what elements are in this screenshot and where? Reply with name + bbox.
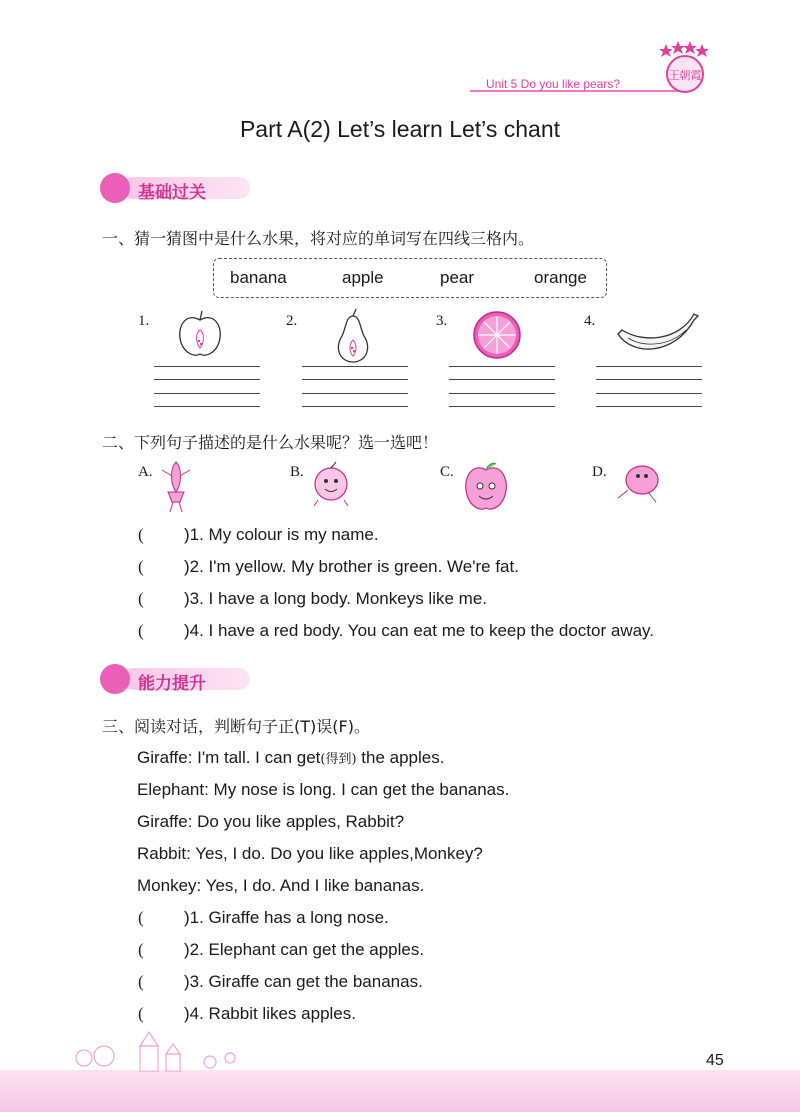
- writing-lines[interactable]: [449, 366, 555, 408]
- badge-text: 王朝霞: [668, 69, 702, 82]
- q2-sentence: )4. I have a red body. You can eat me to keep the doctor away.: [184, 621, 655, 640]
- smiling-peach-icon: [306, 460, 356, 508]
- dialogue-line: Elephant: My nose is long. I can get the bananas.: [137, 780, 510, 799]
- dancing-banana-icon: [158, 458, 194, 514]
- answer-paren[interactable]: (: [138, 1004, 144, 1023]
- running-fruit-icon: [612, 460, 666, 504]
- word-bank: [213, 258, 607, 298]
- option-label: B.: [290, 464, 304, 480]
- word-orange: orange: [534, 268, 587, 287]
- page-title: Part A(2) Let’s learn Let’s chant: [239, 116, 561, 142]
- kid-face-icon: [100, 173, 130, 203]
- section-banner-basic: 基础过关: [100, 173, 260, 203]
- q3-statement: )4. Rabbit likes apples.: [184, 1004, 356, 1023]
- answer-paren[interactable]: (: [138, 589, 144, 608]
- q2-sentence: )3. I have a long body. Monkeys like me.: [184, 589, 488, 608]
- dialogue-line: Rabbit: Yes, I do. Do you like apples,Monkey?: [137, 844, 483, 863]
- dialogue-line: Giraffe: I'm tall. I can get(得到) the apples.: [137, 748, 445, 767]
- answer-paren[interactable]: (: [138, 621, 144, 640]
- answer-paren[interactable]: (: [138, 940, 144, 959]
- kid-face-icon: [100, 664, 130, 694]
- q3-statement: )1. Giraffe has a long nose.: [184, 908, 389, 927]
- q3-statement: )3. Giraffe can get the bananas.: [184, 972, 423, 991]
- item-number: 1.: [138, 313, 150, 329]
- answer-paren[interactable]: (: [138, 525, 144, 544]
- option-label: D.: [592, 464, 607, 480]
- option-label: C.: [440, 464, 454, 480]
- writing-lines[interactable]: [154, 366, 260, 408]
- q3-statement: )2. Elephant can get the apples.: [184, 940, 425, 959]
- item-number: 2.: [286, 313, 298, 329]
- answer-paren[interactable]: (: [138, 972, 144, 991]
- pear-icon: [332, 308, 374, 364]
- q1-prompt: 一、猜一猜图中是什么水果，将对应的单词写在四线三格内。: [102, 229, 535, 248]
- word-banana: banana: [230, 268, 287, 287]
- orange-slice-icon: [472, 310, 522, 360]
- gloss: (得到): [320, 752, 357, 767]
- writing-lines[interactable]: [596, 366, 702, 408]
- q2-sentence: )2. I'm yellow. My brother is green. We're fat.: [184, 557, 519, 576]
- apple-icon: [176, 308, 224, 360]
- answer-paren[interactable]: (: [138, 908, 144, 927]
- dialogue-line: Monkey: Yes, I do. And I like bananas.: [137, 876, 425, 895]
- section-banner-advanced: 能力提升: [100, 664, 260, 694]
- footer-band: [0, 1070, 800, 1112]
- castle-decoration-icon: [70, 1028, 250, 1072]
- item-number: 3.: [436, 313, 448, 329]
- option-label: A.: [138, 464, 153, 480]
- dialogue-line: Giraffe: Do you like apples, Rabbit?: [137, 812, 405, 831]
- writing-lines[interactable]: [302, 366, 408, 408]
- word-pear: pear: [440, 268, 475, 287]
- answer-paren[interactable]: (: [138, 557, 144, 576]
- word-apple: apple: [342, 268, 384, 287]
- q2-sentence: )1. My colour is my name.: [184, 525, 379, 544]
- q3-prompt: 三、阅读对话，判断句子正(T)误(F)。: [102, 717, 370, 736]
- banana-icon: [614, 312, 700, 360]
- item-number: 4.: [584, 313, 596, 329]
- page-number: 45: [706, 1052, 724, 1069]
- crown-badge-icon: [640, 38, 720, 98]
- q2-prompt: 二、下列句子描述的是什么水果呢？选一选吧！: [102, 433, 439, 452]
- smiling-apple-icon: [462, 458, 510, 514]
- unit-label: Unit 5 Do you like pears?: [486, 77, 621, 91]
